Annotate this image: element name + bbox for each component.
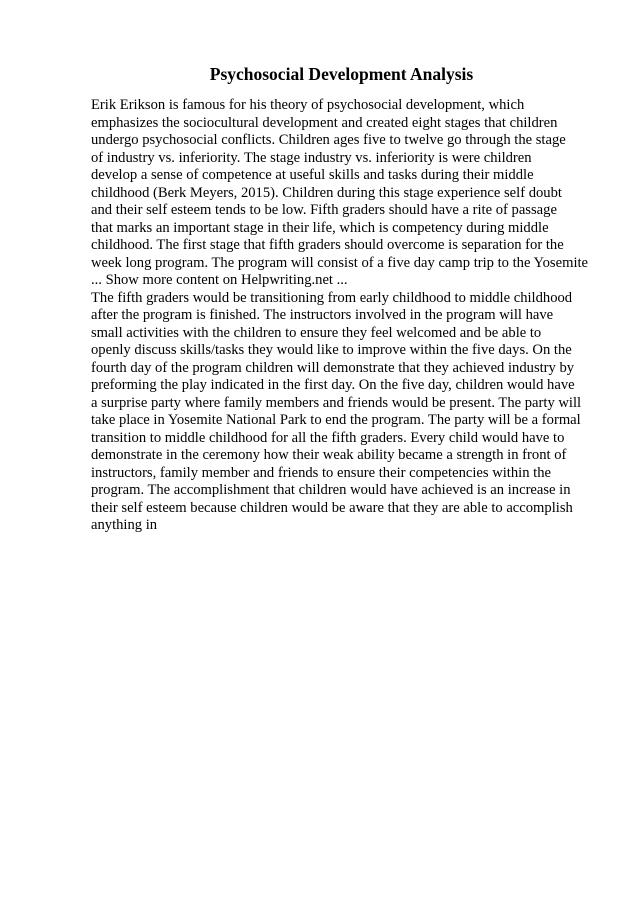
document-body bbox=[91, 97, 611, 535]
body-line: Erik Erikson is famous for his theory of psychosocial development, which bbox=[91, 97, 525, 113]
body-line: emphasizes the sociocultural development and created eight stages that children bbox=[91, 114, 558, 131]
body-line: anything in bbox=[91, 517, 158, 533]
body-line: fourth day of the program children will demonstrate that they achieved industry by bbox=[91, 359, 575, 376]
body-line: after the program is finished. The instructors involved in the program will have bbox=[91, 307, 554, 323]
body-line: of industry vs. inferiority. The stage industry vs. inferiority is were children bbox=[91, 149, 532, 166]
body-line: week long program. The program will consist of a five day camp trip to the Yosemite bbox=[91, 254, 589, 271]
body-line: that marks an important stage in their life, which is competency during middle bbox=[91, 219, 549, 236]
body-line: their self esteem because children would be aware that they are able to accomplish bbox=[91, 499, 573, 516]
body-line: childhood. The first stage that fifth graders should overcome is separation for the bbox=[91, 237, 564, 253]
body-line: program. The accomplishment that children would have achieved is an increase in bbox=[91, 482, 571, 498]
body-line: preforming the play indicated in the first day. On the five day, children would have bbox=[91, 377, 575, 393]
body-line: The fifth graders would be transitioning from early childhood to middle childhood bbox=[91, 289, 573, 306]
body-line: develop a sense of competence at useful skills and tasks during their middle bbox=[91, 167, 534, 183]
show-more-line: ... Show more content on Helpwriting.net ... bbox=[91, 272, 348, 288]
body-line: instructors, family member and friends to ensure their competencies within the bbox=[91, 464, 551, 481]
body-line: demonstrate in the ceremony how their weak ability became a strength in front of bbox=[91, 447, 567, 463]
body-line: and their self esteem tends to be low. Fifth graders should have a rite of passage bbox=[91, 202, 557, 218]
body-line: childhood (Berk Meyers, 2015). Children during this stage experience self doubt bbox=[91, 184, 562, 201]
body-line: take place in Yosemite National Park to end the program. The party will be a formal bbox=[91, 412, 581, 428]
body-line: a surprise party where family members and friends would be present. The party will bbox=[91, 394, 582, 411]
body-line: small activities with the children to ensure they feel welcomed and be able to bbox=[91, 324, 542, 341]
body-line: undergo psychosocial conflicts. Children ages five to twelve go through the stage bbox=[91, 132, 566, 148]
document-title: Psychosocial Development Analysis bbox=[209, 64, 474, 84]
body-line: transition to middle childhood for all the fifth graders. Every child would have to bbox=[91, 429, 565, 446]
body-line: openly discuss skills/tasks they would like to improve within the five days. On the bbox=[91, 342, 572, 358]
